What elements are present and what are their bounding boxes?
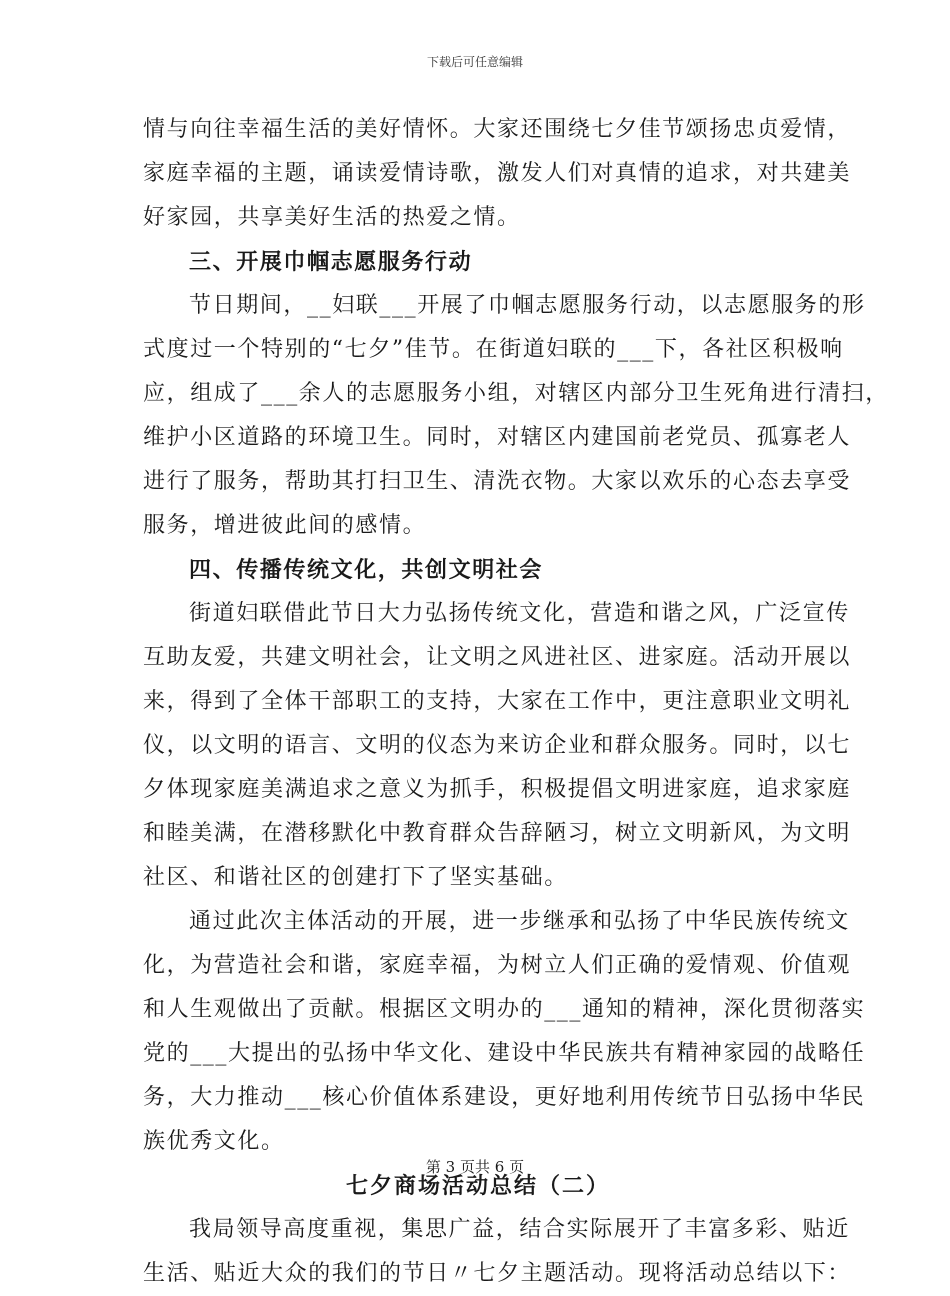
- section-heading: 三、开展巾帼志愿服务行动: [189, 249, 473, 275]
- paragraph-line: 务，大力推动___核心价值体系建设，更好地利用传统节日弘扬中华民: [143, 1085, 866, 1110]
- section-heading: 四、传播传统文化，共创文明社会: [189, 557, 544, 583]
- page-header-note: 下载后可任意编辑: [426, 55, 523, 69]
- paragraph-line: 和人生观做出了贡献。根据区文明办的___通知的精神，深化贯彻落实: [143, 997, 866, 1022]
- paragraph-line: 进行了服务，帮助其打扫卫生、清洗衣物。大家以欢乐的心态去享受: [143, 469, 852, 494]
- paragraph-line: 节日期间，__妇联___开展了巾帼志愿服务行动，以志愿服务的形: [189, 293, 866, 318]
- paragraph-line: 生活、贴近大众的我们的节日〃七夕主题活动。现将活动总结以下：: [143, 1261, 852, 1286]
- paragraph-line: 式度过一个特别的“七夕”佳节。在街道妇联的___下，各社区积极响: [143, 337, 844, 362]
- paragraph-line: 来，得到了全体干部职工的支持，大家在工作中，更注意职业文明礼: [143, 689, 852, 714]
- document-body: [143, 108, 889, 1296]
- document-title: 七夕商场活动总结（二）: [345, 1173, 610, 1199]
- paragraph-line: 情与向往幸福生活的美好情怀。大家还围绕七夕佳节颂扬忠贞爱情，: [143, 117, 852, 142]
- paragraph-line: 好家园，共享美好生活的热爱之情。: [143, 205, 521, 230]
- paragraph-line: 家庭幸福的主题，诵读爱情诗歌，激发人们对真情的追求，对共建美: [143, 161, 852, 186]
- paragraph-line: 街道妇联借此节日大力弘扬传统文化，营造和谐之风，广泛宣传: [189, 601, 850, 626]
- paragraph-line: 互助友爱，共建文明社会，让文明之风进社区、进家庭。活动开展以: [143, 645, 852, 670]
- paragraph-line: 夕体现家庭美满追求之意义为抓手，积极提倡文明进家庭，追求家庭: [143, 777, 852, 802]
- paragraph-line: 应，组成了___余人的志愿服务小组，对辖区内部分卫生死角进行清扫，: [143, 381, 889, 406]
- paragraph-line: 我局领导高度重视，集思广益，结合实际展开了丰富多彩、贴近: [189, 1217, 850, 1242]
- paragraph-line: 通过此次主体活动的开展，进一步继承和弘扬了中华民族传统文: [189, 909, 850, 934]
- paragraph-line: 党的___大提出的弘扬中华文化、建设中华民族共有精神家园的战略任: [143, 1041, 866, 1066]
- paragraph-line: 化，为营造社会和谐，家庭幸福，为树立人们正确的爱情观、价值观: [143, 953, 852, 978]
- page-number: 第 3 页共 6 页: [425, 1158, 525, 1176]
- paragraph-line: 仪，以文明的语言、文明的仪态为来访企业和群众服务。同时，以七: [143, 733, 852, 758]
- paragraph-line: 社区、和谐社区的创建打下了坚实基础。: [143, 865, 568, 890]
- paragraph-line: 服务，增进彼此间的感情。: [143, 513, 427, 538]
- paragraph-line: 维护小区道路的环境卫生。同时，对辖区内建国前老党员、孤寡老人: [143, 425, 852, 450]
- paragraph-line: 和睦美满，在潜移默化中教育群众告辞陋习，树立文明新风，为文明: [143, 821, 852, 846]
- paragraph-line: 族优秀文化。: [143, 1129, 285, 1154]
